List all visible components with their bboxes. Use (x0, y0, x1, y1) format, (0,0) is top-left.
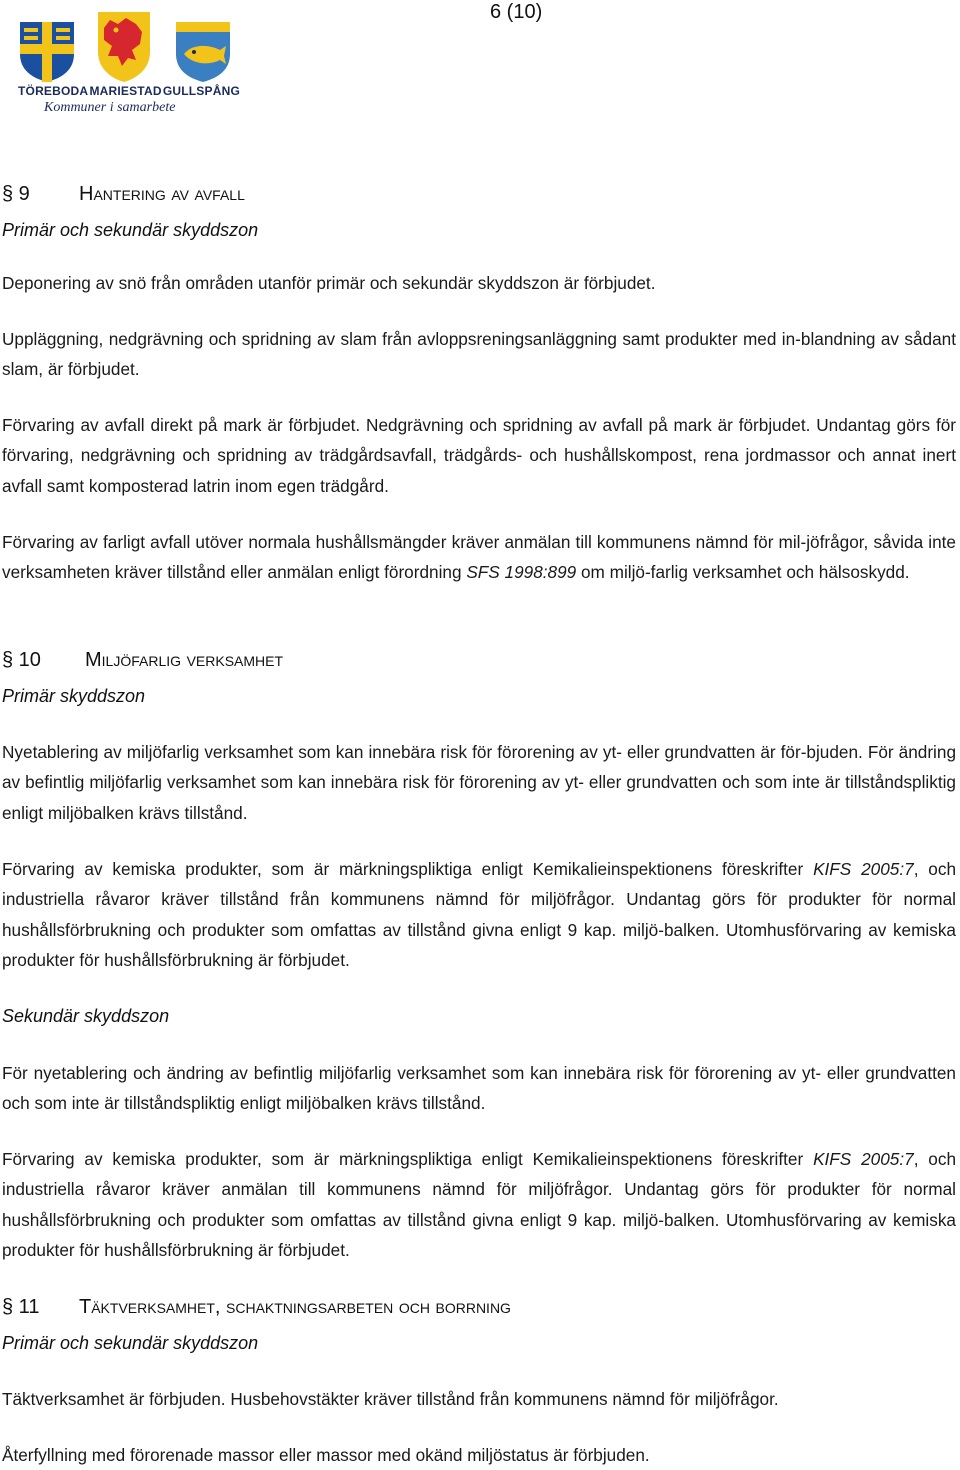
section-9-title: Hantering av avfall (79, 183, 245, 205)
section-9-paragraph-4-text-a: Förvaring av farligt avfall utöver normala hushållsmängder kräver anmälan till kommunens nämnd för mil-jöfrågor, såvida inte verksamheten kräver tillstånd eller anmälan enligt förordning (2, 532, 956, 583)
section-9-paragraph-1: Deponering av snö från områden utanför primär och sekundär skyddszon är förbjudet. (2, 273, 656, 293)
section-9-zone: Primär och sekundär skyddszon (2, 220, 259, 240)
section-9-paragraph-4 (2, 527, 956, 588)
page-number: 6 (10) (490, 1, 543, 23)
mariestad-shield-icon (96, 10, 152, 84)
logo-tagline: Kommuner i samarbete (44, 100, 176, 115)
section-10-paragraph-4-text-b: , och industriella råvaror kräver anmälan till kommunens nämnd för miljöfrågor. Undantag görs för produkter för normal hushållsförbrukning och produkter som omfattas av tillstånd givna enligt 9 kap. miljö-balken. Utomhusförvaring av kemiska produkter för hushållsförbrukning är förbjudet. (2, 1149, 957, 1260)
section-11-title: Täktverksamhet, schaktningsarbeten och borrning (79, 1296, 511, 1318)
section-11-zone: Primär och sekundär skyddszon (2, 1333, 259, 1353)
section-9-paragraph-2: Uppläggning, nedgrävning och spridning av slam från avloppsreningsanläggning samt produkter med in-blandning av sådant slam, är förbjudet. (2, 329, 956, 380)
section-10-paragraph-2 (2, 854, 956, 975)
logo-name-toreboda: TÖREBODA (18, 84, 89, 98)
municipalities-logo (14, 6, 244, 116)
section-11-number: § 11 (2, 1296, 40, 1318)
section-9-number: § 9 (2, 183, 30, 205)
section-10-paragraph-3: För nyetablering och ändring av befintlig miljöfarlig verksamhet som kan innebära risk för förorening av yt- eller grundvatten och som inte är tillståndspliktig enligt miljöbalken krävs tillstånd. (2, 1063, 956, 1114)
section-10-title: Miljöfarlig verksamhet (85, 649, 284, 671)
section-11-paragraph-2: Återfyllning med förorenade massor eller massor med okänd miljöstatus är förbjuden. (2, 1445, 650, 1465)
logo-name-gullspang: GULLSPÅNG (162, 84, 240, 98)
section-10-paragraph-4 (2, 1144, 956, 1265)
section-10-paragraph-2-text-b: , och industriella råvaror kräver tillstånd från kommunens nämnd för miljöfrågor. Undantag görs för produkter för normal hushållsförbrukning och produkter som omfattas av tillstånd givna enligt 9 kap. miljö-balken. Utomhusförvaring av kemiska produkter för hushållsförbrukning är förbjudet. (2, 859, 957, 970)
logo-name-mariestad: MARIESTAD (89, 84, 162, 98)
section-10-paragraph-2-text-a: Förvaring av kemiska produkter, som är märkningspliktiga enligt Kemikalieinspektionens föreskrifter (2, 859, 814, 879)
gullspang-shield-icon (174, 20, 232, 84)
section-11-heading (2, 1294, 511, 1320)
section-10-paragraph-4-reference: KIFS 2005:7 (813, 1149, 914, 1169)
section-10-zone-primary: Primär skyddszon (2, 686, 146, 706)
section-10-paragraph-1: Nyetablering av miljöfarlig verksamhet som kan innebära risk för förorening av yt- eller grundvatten är för-bjuden. För ändring av befintlig miljöfarlig verksamhet som kan innebära risk för förorening av yt- eller grundvatten och som inte är tillståndspliktig enligt miljöbalken krävs tillstånd. (2, 742, 956, 823)
logo-municipality-names (14, 84, 244, 98)
toreboda-shield-icon (18, 20, 76, 84)
section-9-paragraph-4-text-b: om miljö-farlig verksamhet och hälsoskydd. (576, 562, 910, 583)
section-9-paragraph-3: Förvaring av avfall direkt på mark är förbjudet. Nedgrävning och spridning av avfall på mark är förbjudet. Undantag görs för förvaring, nedgrävning och spridning av trädgårdsavfall, trädgårds- och hushållskompost, rena jordmassor och annat inert avfall samt komposterad latrin inom egen trädgård. (2, 415, 956, 496)
section-10-zone-secondary: Sekundär skyddszon (2, 1006, 170, 1026)
section-10-number: § 10 (2, 649, 41, 671)
section-10-heading (2, 647, 284, 673)
section-9-heading (2, 181, 245, 207)
section-9-paragraph-4-reference: SFS 1998:899 (466, 562, 577, 583)
section-11-paragraph-1: Täktverksamhet är förbjuden. Husbehovstäkter kräver tillstånd från kommunens nämnd för miljöfrågor. (2, 1389, 779, 1409)
section-10-paragraph-4-text-a: Förvaring av kemiska produkter, som är märkningspliktiga enligt Kemikalieinspektionens föreskrifter (2, 1149, 814, 1169)
section-10-paragraph-2-reference: KIFS 2005:7 (813, 859, 914, 879)
